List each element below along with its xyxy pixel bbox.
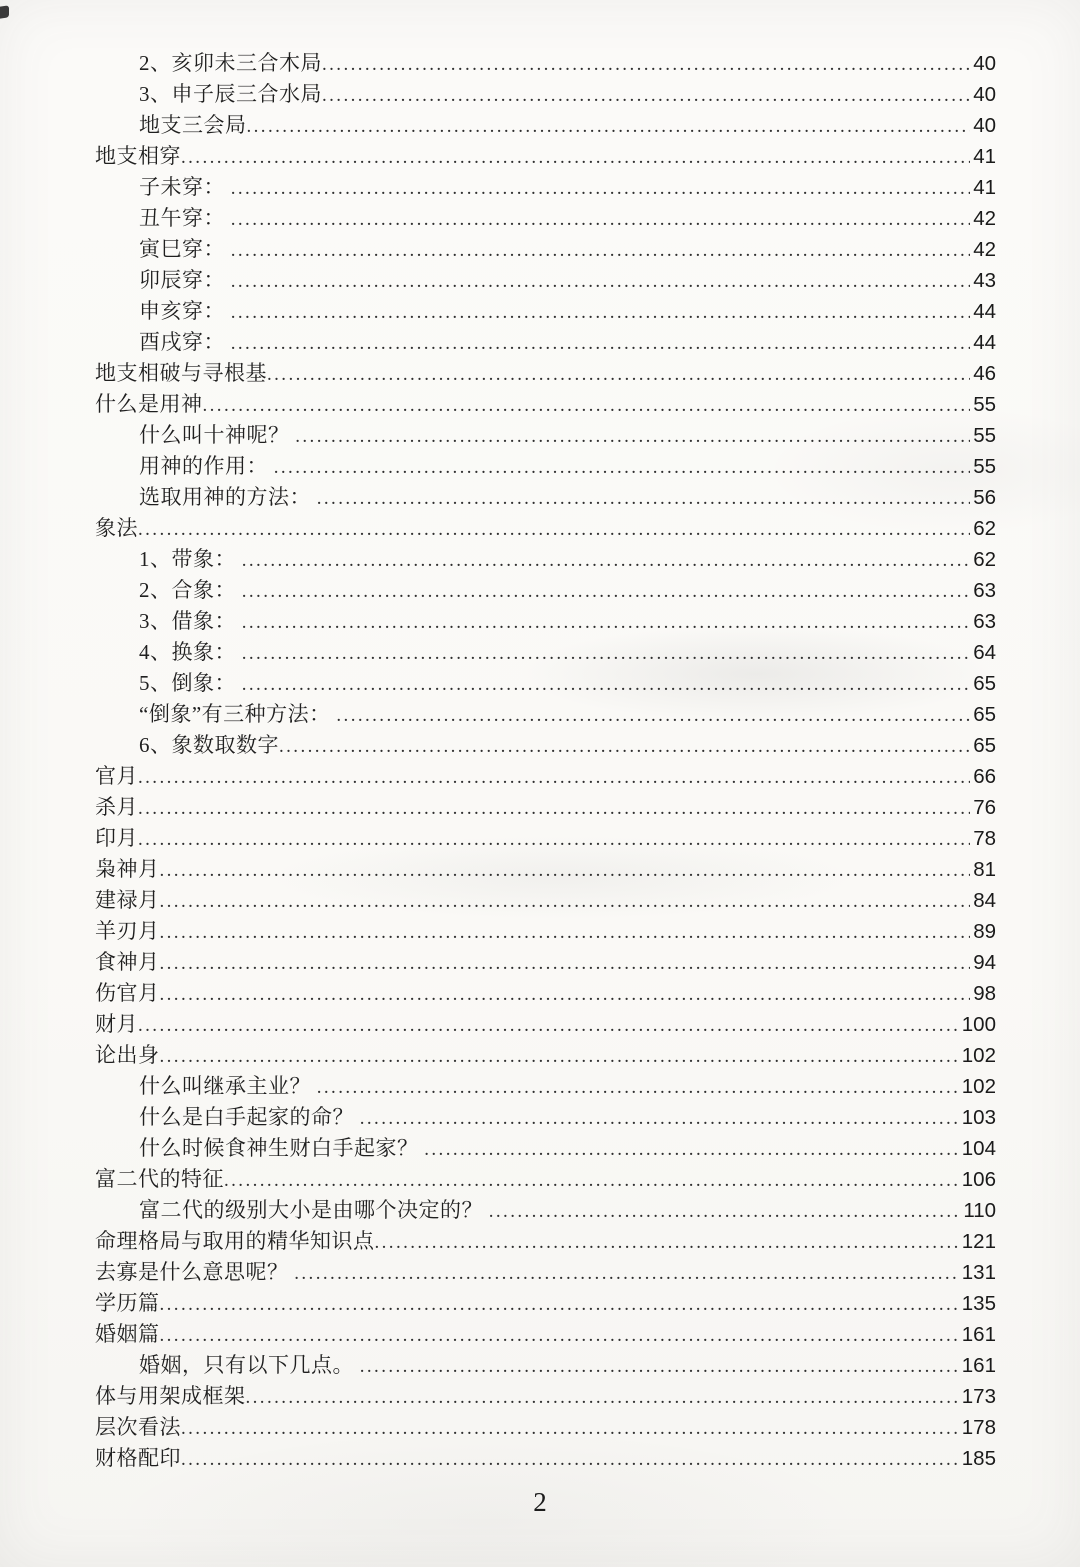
toc-entry-label: 印月 <box>95 826 138 850</box>
toc-entry-label: 命理格局与取用的精华知识点 <box>95 1229 375 1253</box>
toc-entry[interactable] <box>95 110 996 141</box>
toc-entry[interactable] <box>95 420 996 451</box>
toc-entry-page: 63 <box>973 579 996 602</box>
toc-entry-label: 什么叫继承主业？ <box>139 1074 317 1098</box>
toc-dot-leader <box>181 1444 959 1475</box>
toc-dot-leader <box>231 266 970 297</box>
toc-entry-label: 富二代的特征 <box>95 1167 224 1191</box>
toc-dot-leader <box>231 297 970 328</box>
toc-entry[interactable] <box>95 1226 996 1257</box>
toc-entry-page: 78 <box>973 827 996 850</box>
toc-entry-label: 什么时候食神生财白手起家？ <box>139 1136 425 1160</box>
toc-entry-page: 65 <box>973 672 996 695</box>
toc-entry[interactable] <box>95 730 996 761</box>
toc-entry[interactable] <box>95 575 996 606</box>
toc-entry[interactable] <box>95 544 996 575</box>
toc-entry-page: 40 <box>973 83 996 106</box>
toc-entry-page: 62 <box>973 548 996 571</box>
toc-entry-label: 什么叫十神呢？ <box>139 423 296 447</box>
toc-entry-label: 学历篇 <box>95 1291 160 1315</box>
page-number: 2 <box>533 1487 547 1517</box>
toc-entry-page: 66 <box>973 765 996 788</box>
toc-dot-leader <box>231 235 970 266</box>
toc-dot-leader <box>360 1103 959 1134</box>
toc-entry[interactable] <box>95 668 996 699</box>
toc-entry[interactable] <box>95 1319 996 1350</box>
toc-entry[interactable] <box>95 637 996 668</box>
toc-entry[interactable] <box>95 761 996 792</box>
toc-entry-label: 枭神月 <box>95 857 160 881</box>
toc-entry-label: 官月 <box>95 764 138 788</box>
toc-entry-label: 富二代的级别大小是由哪个决定的？ <box>139 1198 489 1222</box>
toc-entry-label: 选取用神的方法： <box>139 485 317 509</box>
toc-entry[interactable] <box>95 823 996 854</box>
toc-entry-page: 161 <box>961 1323 996 1346</box>
toc-dot-leader <box>160 1041 959 1072</box>
toc-entry-page: 55 <box>973 424 996 447</box>
toc-entry-label: 丑午穿： <box>139 206 231 230</box>
toc-entry-page: 65 <box>973 703 996 726</box>
toc-entry-page: 121 <box>961 1230 996 1253</box>
toc-dot-leader <box>203 390 971 421</box>
toc-entry-page: 41 <box>973 145 996 168</box>
toc-dot-leader <box>336 700 970 731</box>
toc-entry[interactable] <box>95 792 996 823</box>
toc-entry-page: 104 <box>961 1137 996 1160</box>
toc-entry-label: 什么是白手起家的命？ <box>139 1105 360 1129</box>
toc-entry-label: 去寡是什么意思呢？ <box>95 1260 295 1284</box>
toc-dot-leader <box>138 762 970 793</box>
toc-dot-leader <box>138 824 970 855</box>
toc-dot-leader <box>295 421 970 452</box>
toc-entry-page: 106 <box>961 1168 996 1191</box>
toc-entry-label: 杀月 <box>95 795 138 819</box>
toc-dot-leader <box>160 948 971 979</box>
toc-entry-page: 44 <box>973 300 996 323</box>
toc-dot-leader <box>242 638 970 669</box>
toc-entry-page: 65 <box>973 734 996 757</box>
toc-entry-page: 178 <box>961 1416 996 1439</box>
toc-entry-label: 4、换象： <box>139 640 242 664</box>
toc-entry-label: 申亥穿： <box>139 299 231 323</box>
toc-entry[interactable] <box>95 513 996 544</box>
toc-entry-label: 6、象数取数字 <box>139 733 279 757</box>
toc-dot-leader <box>160 1289 959 1320</box>
toc-entry[interactable] <box>95 389 996 420</box>
toc-entry-label: 象法 <box>95 516 138 540</box>
toc-entry-page: 56 <box>973 486 996 509</box>
toc-entry-page: 40 <box>973 52 996 75</box>
toc-entry-label: 卯辰穿： <box>139 268 231 292</box>
toc-dot-leader <box>274 452 970 483</box>
toc-entry-page: 55 <box>973 455 996 478</box>
toc-entry-label: 财格配印 <box>95 1446 181 1470</box>
toc-entry-label: 1、带象： <box>139 547 242 571</box>
toc-entry[interactable] <box>95 203 996 234</box>
toc-dot-leader <box>294 1258 959 1289</box>
toc-entry-label: 羊刃月 <box>95 919 160 943</box>
toc-entry-page: 161 <box>961 1354 996 1377</box>
toc-dot-leader <box>360 1351 959 1382</box>
toc-dot-leader <box>247 111 971 142</box>
toc-entry-label: 寅巳穿： <box>139 237 231 261</box>
toc-dot-leader <box>246 1382 959 1413</box>
toc-dot-leader <box>181 142 970 173</box>
toc-entry-page: 64 <box>973 641 996 664</box>
toc-entry[interactable] <box>95 451 996 482</box>
toc-entry[interactable] <box>95 1257 996 1288</box>
toc-entry-page: 42 <box>973 207 996 230</box>
toc-entry[interactable] <box>95 1350 996 1381</box>
toc-entry[interactable] <box>95 854 996 885</box>
toc-entry-label: 地支三会局 <box>139 113 247 137</box>
toc-dot-leader <box>231 204 970 235</box>
toc-list <box>95 48 996 1474</box>
toc-entry[interactable] <box>95 1102 996 1133</box>
toc-dot-leader <box>138 1010 959 1041</box>
toc-dot-leader <box>181 1413 959 1444</box>
toc-entry[interactable] <box>95 141 996 172</box>
toc-entry-page: 131 <box>961 1261 996 1284</box>
toc-entry-label: 3、申子辰三合水局 <box>139 82 322 106</box>
toc-entry-page: 46 <box>973 362 996 385</box>
toc-entry[interactable] <box>95 172 996 203</box>
toc-dot-leader <box>322 80 970 111</box>
toc-entry-label: 论出身 <box>95 1043 160 1067</box>
toc-dot-leader <box>160 886 971 917</box>
toc-entry-page: 44 <box>973 331 996 354</box>
toc-dot-leader <box>424 1134 959 1165</box>
toc-entry-page: 94 <box>973 951 996 974</box>
toc-entry-page: 135 <box>961 1292 996 1315</box>
toc-entry-label: 子未穿： <box>139 175 231 199</box>
toc-entry[interactable] <box>95 327 996 358</box>
toc-entry-page: 110 <box>963 1199 996 1222</box>
toc-entry-label: 地支相破与寻根基 <box>95 361 267 385</box>
toc-entry-page: 173 <box>961 1385 996 1408</box>
toc-entry[interactable] <box>95 606 996 637</box>
toc-dot-leader <box>267 359 970 390</box>
toc-entry[interactable] <box>95 79 996 110</box>
toc-entry-page: 43 <box>973 269 996 292</box>
toc-dot-leader <box>160 855 971 886</box>
toc-entry-label: 建禄月 <box>95 888 160 912</box>
toc-entry-page: 103 <box>961 1106 996 1129</box>
toc-entry-page: 63 <box>973 610 996 633</box>
toc-entry[interactable] <box>95 265 996 296</box>
toc-entry-page: 102 <box>961 1075 996 1098</box>
toc-dot-leader <box>279 731 970 762</box>
toc-entry[interactable] <box>95 1040 996 1071</box>
toc-entry-label: 用神的作用： <box>139 454 274 478</box>
toc-dot-leader <box>322 49 970 80</box>
toc-dot-leader <box>242 669 970 700</box>
toc-entry[interactable] <box>95 1412 996 1443</box>
toc-entry-label: 酉戌穿： <box>139 330 231 354</box>
toc-entry[interactable] <box>95 978 996 1009</box>
toc-entry-page: 102 <box>961 1044 996 1067</box>
toc-entry-label: 财月 <box>95 1012 138 1036</box>
toc-entry[interactable] <box>95 234 996 265</box>
toc-entry[interactable] <box>95 699 996 730</box>
toc-entry-label: 什么是用神 <box>95 392 203 416</box>
toc-entry[interactable] <box>95 1288 996 1319</box>
toc-entry-label: 3、借象： <box>139 609 242 633</box>
toc-entry[interactable] <box>95 482 996 513</box>
toc-entry[interactable] <box>95 947 996 978</box>
toc-entry[interactable] <box>95 296 996 327</box>
toc-entry-label: 伤官月 <box>95 981 160 1005</box>
toc-entry-page: 84 <box>973 889 996 912</box>
toc-entry-page: 100 <box>961 1013 996 1036</box>
toc-dot-leader <box>242 576 970 607</box>
toc-entry[interactable] <box>95 1381 996 1412</box>
toc-dot-leader <box>224 1165 959 1196</box>
toc-entry[interactable] <box>95 885 996 916</box>
toc-entry[interactable] <box>95 1133 996 1164</box>
toc-entry-label: 婚姻篇 <box>95 1322 160 1346</box>
toc-entry[interactable] <box>95 1443 996 1474</box>
toc-dot-leader <box>138 514 970 545</box>
toc-entry-page: 41 <box>973 176 996 199</box>
toc-dot-leader <box>489 1196 961 1227</box>
toc-entry[interactable] <box>95 1071 996 1102</box>
toc-entry[interactable] <box>95 358 996 389</box>
toc-dot-leader <box>317 483 970 514</box>
toc-entry[interactable] <box>95 1009 996 1040</box>
toc-dot-leader <box>231 173 970 204</box>
toc-entry[interactable] <box>95 48 996 79</box>
toc-entry-label: 婚姻，只有以下几点。 <box>139 1353 360 1377</box>
toc-entry-label: 体与用架成框架 <box>95 1384 246 1408</box>
toc-entry[interactable] <box>95 916 996 947</box>
toc-dot-leader <box>160 917 971 948</box>
toc-dot-leader <box>242 545 970 576</box>
toc-entry-label: 层次看法 <box>95 1415 181 1439</box>
toc-entry-page: 98 <box>973 982 996 1005</box>
toc-entry[interactable] <box>95 1164 996 1195</box>
toc-dot-leader <box>160 1320 959 1351</box>
toc-entry-label: 2、亥卯未三合木局 <box>139 51 322 75</box>
toc-entry-page: 81 <box>973 858 996 881</box>
toc-dot-leader <box>231 328 970 359</box>
scan-artifact-mark <box>0 5 9 18</box>
toc-dot-leader <box>242 607 970 638</box>
toc-entry-page: 42 <box>973 238 996 261</box>
toc-entry-page: 62 <box>973 517 996 540</box>
toc-entry-label: “倒象”有三种方法： <box>139 702 337 726</box>
toc-entry-page: 89 <box>973 920 996 943</box>
toc-entry-page: 185 <box>961 1447 996 1470</box>
toc-entry-page: 76 <box>973 796 996 819</box>
toc-dot-leader <box>160 979 971 1010</box>
toc-dot-leader <box>317 1072 959 1103</box>
toc-entry-page: 55 <box>973 393 996 416</box>
toc-entry-label: 食神月 <box>95 950 160 974</box>
toc-entry[interactable] <box>95 1195 996 1226</box>
toc-entry-label: 5、倒象： <box>139 671 242 695</box>
toc-entry-page: 40 <box>973 114 996 137</box>
toc-entry-label: 地支相穿 <box>95 144 181 168</box>
toc-entry-label: 2、合象： <box>139 578 242 602</box>
toc-dot-leader <box>138 793 970 824</box>
toc-dot-leader <box>375 1227 959 1258</box>
